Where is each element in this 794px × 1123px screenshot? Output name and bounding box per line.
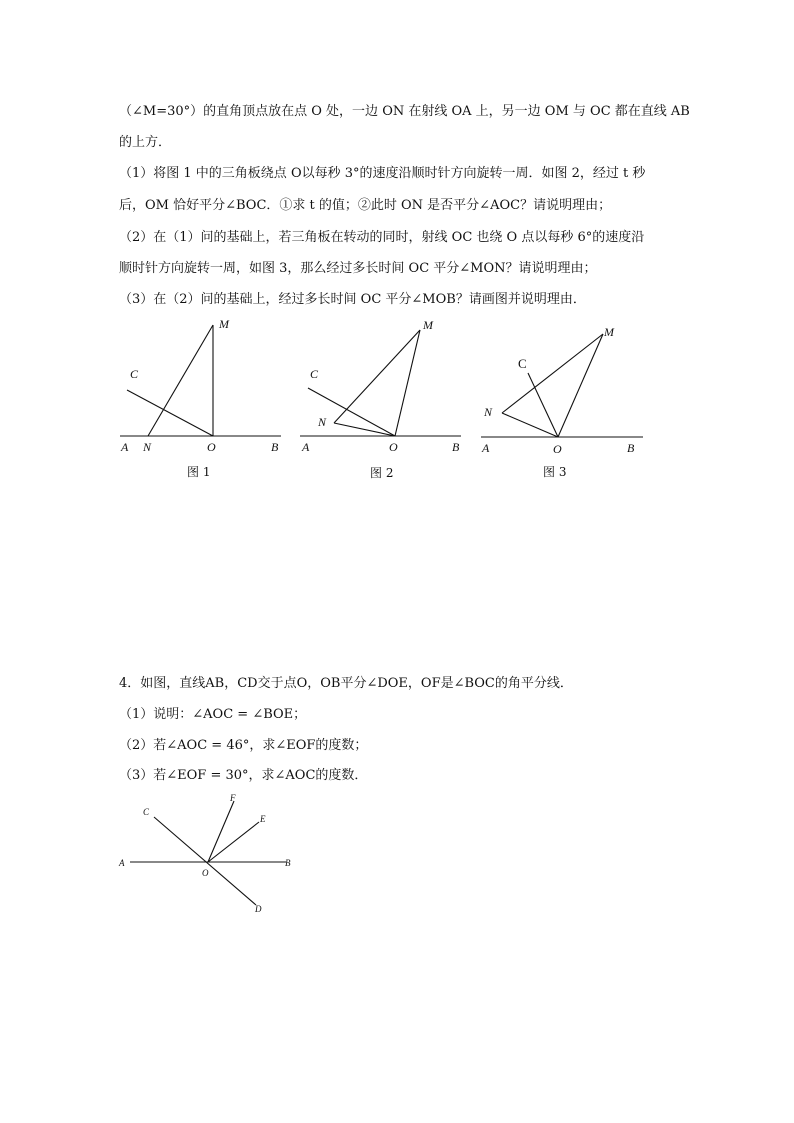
fig3-label-B: B (627, 441, 635, 455)
fig1-label-O: O (207, 440, 216, 454)
fig2-label-B: B (452, 440, 460, 454)
fig2-caption: 图 2 (370, 466, 394, 480)
problem4-question2: （2）若∠AOC = 46°，求∠EOF的度数； (119, 738, 368, 753)
fig3-label-N: N (484, 405, 493, 419)
fig2-label-C: C (310, 367, 319, 381)
fig1-label-A: A (121, 440, 129, 454)
fig1-label-M: M (219, 317, 229, 331)
problem3-line1: （∠M=30°）的直角顶点放在点 O 处，一边 ON 在射线 OA 上，另一边 OM 与 OC 都在直线 AB (119, 104, 690, 119)
problem3-question3: （3）在（2）问的基础上，经过多长时间 OC 平分∠MOB？请画图并说明理由． (119, 292, 586, 307)
fig2-label-N: N (318, 415, 327, 429)
problem3-question1-line1: （1）将图 1 中的三角板绕点 O以每秒 3°的速度沿顺时针方向旋转一周．如图 2，经过 t 秒 (119, 166, 646, 181)
p4-label-F: F (230, 793, 236, 803)
problem3-question1-line2: 后，OM 恰好平分∠BOC．①求 t 的值；②此时 ON 是否平分∠AOC？请说明理由； (119, 198, 612, 213)
fig3-label-C: C (518, 356, 527, 371)
fig3-label-O: O (553, 442, 562, 456)
problem3-question2-line2: 顺时针方向旋转一周，如图 3，那么经过多长时间 OC 平分∠MON？请说明理由； (119, 261, 597, 276)
fig2-label-A: A (302, 440, 310, 454)
problem3-question2-line1: （2）在（1）问的基础上，若三角板在转动的同时，射线 OC 也绕 O 点以每秒 6°的速度沿 (119, 230, 645, 245)
problem3-line2: 的上方． (119, 135, 172, 150)
p4-label-E: E (260, 814, 266, 824)
problem4-question1: （1）说明：∠AOC = ∠BOE； (119, 707, 307, 722)
fig3-label-A: A (482, 441, 490, 455)
fig2-label-M: M (423, 318, 433, 332)
fig1-label-N: N (143, 440, 152, 454)
fig1-caption: 图 1 (187, 465, 211, 479)
fig3-label-M: M (604, 325, 614, 339)
problem4-question3: （3）若∠EOF = 30°，求∠AOC的度数． (119, 768, 368, 783)
problem4-stem: 4．如图，直线AB，CD交于点O，OB平分∠DOE，OF是∠BOC的角平分线． (119, 676, 573, 691)
p4-label-O: O (202, 868, 209, 878)
fig3-caption: 图 3 (543, 465, 567, 479)
fig1-label-B: B (271, 440, 279, 454)
p4-label-A: A (119, 858, 125, 868)
fig2-label-O: O (389, 440, 398, 454)
p4-label-D: D (255, 904, 262, 914)
fig1-label-C: C (130, 367, 139, 381)
p4-label-B: B (285, 858, 291, 868)
p4-label-C: C (143, 807, 150, 817)
